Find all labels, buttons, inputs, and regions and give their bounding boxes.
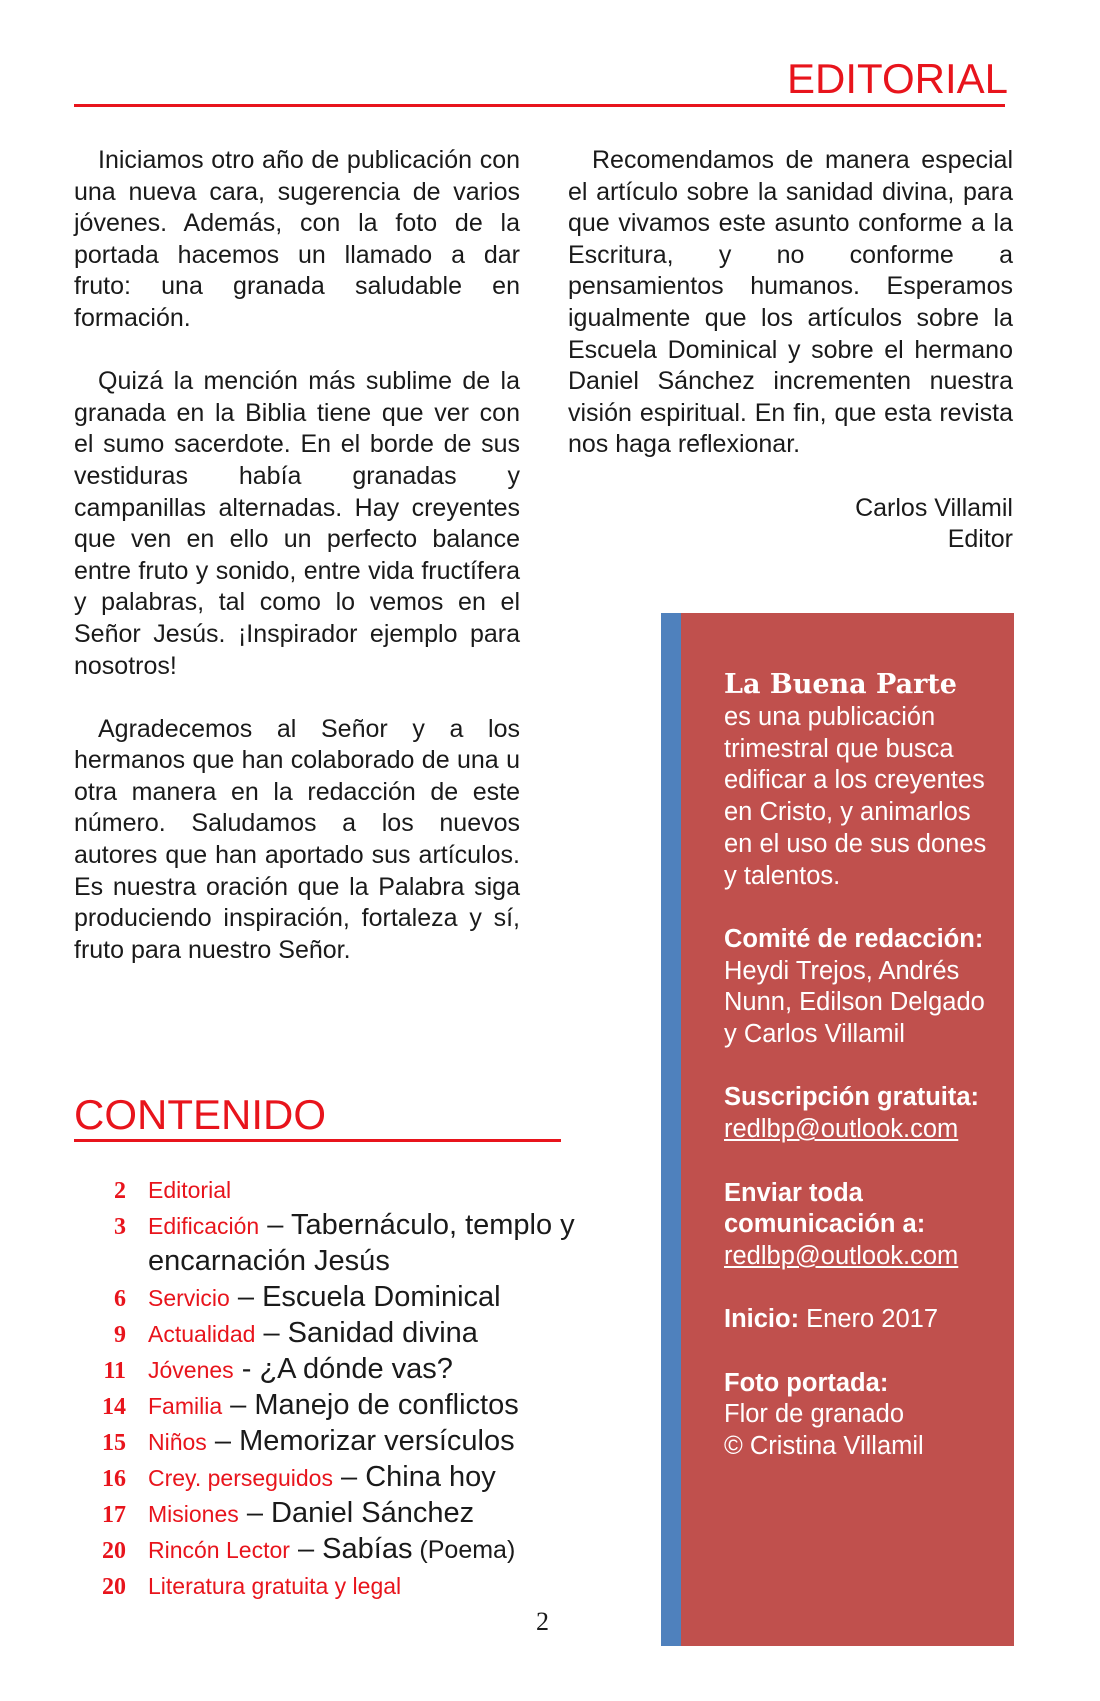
toc-section: Edificación xyxy=(148,1213,260,1239)
toc-title: Tabernáculo, templo y encarnación Jesús xyxy=(148,1209,575,1277)
contact-email-link[interactable]: redlbp@outlook.com xyxy=(724,1241,959,1270)
toc-entry xyxy=(148,1352,582,1388)
toc-separator: – xyxy=(238,1497,272,1529)
toc-entry xyxy=(148,1316,582,1352)
toc-item[interactable] xyxy=(82,1316,582,1352)
heading-rule xyxy=(74,104,1005,107)
toc-page-number: 14 xyxy=(102,1394,126,1420)
subscription-email-link[interactable]: redlbp@outlook.com xyxy=(724,1115,959,1144)
toc-section: Crey. perseguidos xyxy=(148,1465,333,1491)
editorial-paragraph: Quizá la mención más sublime de la granada en la Biblia tiene que ver con el sumo sacerdote. En el borde de sus vestiduras había granadas y campanillas alternadas. Hay creyentes que ven en ello un perfecto balance entre fruto y sonido, entre vida fructífera y palabras, tal como lo vemos en el Señor Jesús. ¡Inspirador ejemplo para nosotros! xyxy=(74,367,520,680)
toc-section: Misiones xyxy=(148,1501,239,1527)
editorial-heading: EDITORIAL xyxy=(787,55,1008,102)
editorial-right-column xyxy=(568,145,1013,556)
toc-title: Daniel Sánchez xyxy=(271,1497,475,1529)
toc-title: ¿A dónde vas? xyxy=(259,1353,453,1385)
committee-block xyxy=(724,924,994,1051)
toc-separator: – xyxy=(259,1209,291,1241)
toc-section: Editorial xyxy=(148,1177,232,1203)
cover-photo-label: Foto portada: xyxy=(724,1368,889,1397)
toc-item[interactable] xyxy=(82,1424,582,1460)
toc-page-number: 9 xyxy=(114,1322,126,1348)
toc-item[interactable] xyxy=(82,1568,582,1604)
toc-item[interactable] xyxy=(82,1280,582,1316)
contact-label: Enviar toda comunicación a: xyxy=(724,1178,926,1239)
toc-section: Jóvenes xyxy=(148,1357,234,1383)
signature-role: Editor xyxy=(947,525,1013,554)
toc-separator: – xyxy=(229,1281,263,1313)
toc-note: (Poema) xyxy=(412,1536,516,1564)
toc-entry xyxy=(148,1532,582,1568)
toc-page-number: 17 xyxy=(102,1502,126,1528)
start-block xyxy=(724,1304,994,1336)
subscription-label: Suscripción gratuita: xyxy=(724,1083,980,1112)
toc-page-number: 16 xyxy=(102,1466,126,1492)
toc-section: Familia xyxy=(148,1393,223,1419)
toc-entry xyxy=(148,1568,582,1604)
publication-name: La Buena Parte xyxy=(724,669,957,700)
toc-title: Memorizar versículos xyxy=(239,1425,515,1457)
toc-entry xyxy=(148,1460,582,1496)
signature-name: Carlos Villamil xyxy=(855,493,1013,522)
toc-item[interactable] xyxy=(82,1208,582,1280)
toc-section: Literatura gratuita y legal xyxy=(148,1573,402,1599)
toc-entry xyxy=(148,1172,582,1208)
toc-entry xyxy=(148,1388,582,1424)
toc-separator: – xyxy=(255,1317,288,1349)
toc-title: Sanidad divina xyxy=(287,1317,478,1349)
toc-page-number: 20 xyxy=(102,1574,126,1600)
toc-title: Escuela Dominical xyxy=(262,1281,501,1313)
page-number: 2 xyxy=(536,1607,549,1636)
cover-photo-credit: © Cristina Villamil xyxy=(724,1432,924,1461)
table-of-contents xyxy=(82,1172,582,1604)
committee-members: Heydi Trejos, Andrés Nunn, Edilson Delgado y Carlos Villamil xyxy=(724,956,985,1049)
toc-section: Niños xyxy=(148,1429,207,1455)
editorial-left-column xyxy=(74,145,520,966)
toc-separator: – xyxy=(206,1425,240,1457)
cover-photo-title: Flor de granado xyxy=(724,1400,905,1429)
sidebar-accent-strip xyxy=(661,613,681,1646)
toc-title: Sabías xyxy=(322,1533,413,1565)
start-value: Enero 2017 xyxy=(799,1305,939,1334)
toc-separator: – xyxy=(222,1389,255,1421)
toc-page-number: 15 xyxy=(102,1430,126,1456)
toc-item[interactable] xyxy=(82,1460,582,1496)
toc-item[interactable] xyxy=(82,1532,582,1568)
toc-entry xyxy=(148,1208,582,1280)
editorial-paragraph: Agradecemos al Señor y a los hermanos que han colaborado de una u otra manera en la redacción de este número. Saludamos a los nuevos autores que han aportado sus artículos. Es nuestra oración que la Palabra siga produciendo inspiración, fortaleza y sí, fruto para nuestro Señor. xyxy=(74,714,520,964)
start-label: Inicio: xyxy=(724,1305,800,1334)
toc-title: Manejo de conflictos xyxy=(254,1389,519,1421)
committee-label: Comité de redacción: xyxy=(724,924,984,953)
toc-title: China hoy xyxy=(365,1461,496,1493)
toc-item[interactable] xyxy=(82,1172,582,1208)
cover-photo-block xyxy=(724,1368,994,1463)
toc-entry xyxy=(148,1424,582,1460)
editorial-paragraph: Recomendamos de manera especial el artículo sobre la sanidad divina, para que vivamos este asunto conforme a la Escritura, y no conforme a pensamientos humanos. Esperamos igualmente que los artículos sobre la Escuela Dominical y sobre el hermano Daniel Sánchez incrementen nuestra visión espiritual. En fin, que esta revista nos haga reflexionar. xyxy=(568,146,1013,459)
toc-page-number: 11 xyxy=(103,1358,126,1384)
toc-section: Actualidad xyxy=(148,1321,256,1347)
subscription-block xyxy=(724,1082,994,1145)
contents-heading: CONTENIDO xyxy=(74,1091,326,1138)
toc-page-number: 3 xyxy=(114,1214,126,1240)
toc-item[interactable] xyxy=(82,1388,582,1424)
toc-page-number: 6 xyxy=(114,1286,126,1312)
contact-block xyxy=(724,1178,994,1273)
toc-entry xyxy=(148,1280,582,1316)
toc-section: Rincón Lector xyxy=(148,1537,290,1563)
toc-page-number: 2 xyxy=(114,1178,126,1204)
toc-separator: – xyxy=(332,1461,366,1493)
toc-page-number: 20 xyxy=(102,1538,126,1564)
signature xyxy=(568,493,1013,556)
sidebar-content xyxy=(724,668,994,1463)
publication-description: es una publicación trimestral que busca edificar a los creyentes en Cristo, y animarlos en el uso de sus dones y talentos. xyxy=(724,703,987,890)
contents-rule xyxy=(74,1139,561,1142)
toc-section: Servicio xyxy=(148,1285,230,1311)
toc-entry xyxy=(148,1496,582,1532)
toc-item[interactable] xyxy=(82,1496,582,1532)
toc-separator: - xyxy=(233,1353,260,1385)
toc-separator: – xyxy=(289,1533,323,1565)
editorial-paragraph: Iniciamos otro año de publicación con una nueva cara, sugerencia de varios jóvenes. Además, con la foto de la portada hacemos un llamado a dar fruto: una granada saludable en formación. xyxy=(74,146,520,332)
toc-item[interactable] xyxy=(82,1352,582,1388)
